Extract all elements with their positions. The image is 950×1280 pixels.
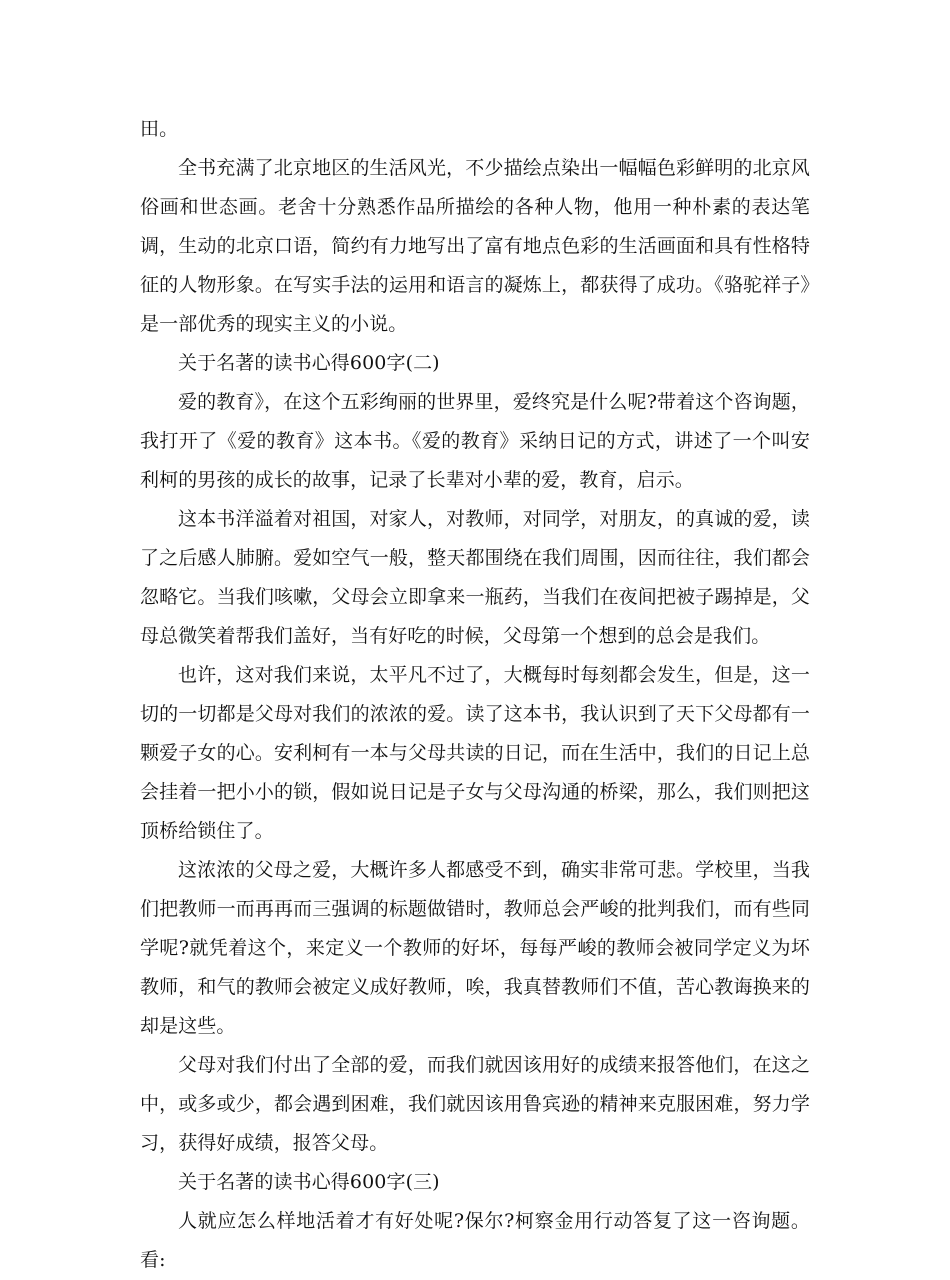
paragraph-teachers: 这浓浓的父母之爱，大概许多人都感受不到，确实非常可悲。学校里，当我们把教师一而再再而三强调的标题做错时，教师总会严峻的批判我们，而有些同学呢?就凭着这个，来定义一个教师的好坏，每每严峻的教师会被同学定义为坏教师，和气的教师会被定义成好教师，唉，我真替教师们不值，苦心教诲换来的却是这些。 [140,859,810,1037]
paragraph-parents-love: 也许，这对我们来说，太平凡不过了，大概每时每刻都会发生，但是，这一切的一切都是父母对我们的浓浓的爱。读了这本书，我认识到了天下父母都有一颗爱子女的心。安利柯有一本与父母共读的日记，而在生活中，我们的日记上总会挂着一把小小的锁，假如说日记是子女与父母沟通的桥梁，那么，我们则把这顶桥给锁住了。 [140,664,810,842]
section-heading-three: 关于名著的读书心得600字(三) [178,1171,440,1193]
paragraph-pavel-korchagin: 人就应怎么样地活着才有好处呢?保尔?柯察金用行动答复了这一咨询题。看: [140,1210,810,1271]
paragraph-love-like-air: 这本书洋溢着对祖国，对家人，对教师，对同学，对朋友，的真诚的爱，读了之后感人肺腑。爱如空气一般，整天都围绕在我们周围，因而往往，我们都会忽略它。当我们咳嗽，父母会立即拿来一瓶药，当我们在夜间把被子踢掉是，父母总微笑着帮我们盖好，当有好吃的时候，父母第一个想到的总会是我们。 [140,508,810,647]
paragraph-education-of-love-intro: 爱的教育》，在这个五彩绚丽的世界里，爱终究是什么呢?带着这个咨询题，我打开了《爱的教育》这本书。《爱的教育》采纳日记的方式，讲述了一个叫安利柯的男孩的成长的故事，记录了长辈对小辈的爱，教育，启示。 [140,391,810,491]
paragraph-repay-parents: 父母对我们付出了全部的爱，而我们就因该用好的成绩来报答他们，在这之中，或多或少，都会遇到困难，我们就因该用鲁宾逊的精神来克服困难，努力学习，获得好成绩，报答父母。 [140,1054,810,1154]
paragraph-camel-xiangzi-review: 全书充满了北京地区的生活风光，不少描绘点染出一幅幅色彩鲜明的北京风俗画和世态画。老舍十分熟悉作品所描绘的各种人物，他用一种朴素的表达笔调，生动的北京口语，简约有力地写出了富有地点色彩的生活画面和具有性格特征的人物形象。在写实手法的运用和语言的凝炼上，都获得了成功。《骆驼祥子》是一部优秀的现实主义的小说。 [140,157,810,335]
document-body [140,110,810,1280]
section-heading-two: 关于名著的读书心得600字(二) [178,352,440,374]
paragraph-continuation: 田。 [140,118,179,140]
